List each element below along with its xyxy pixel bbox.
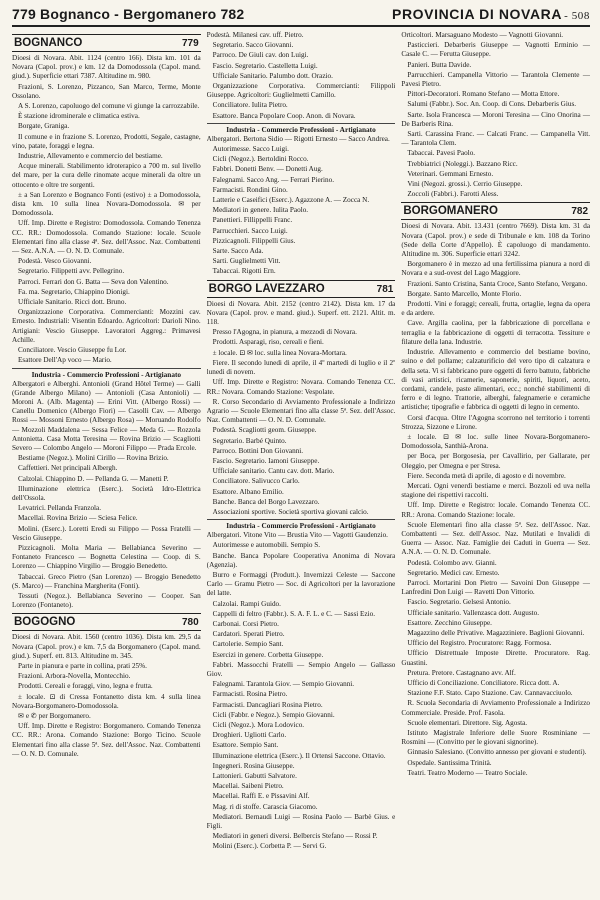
paragraph: Parroci. Mortarini Don Pietro — Savoini Don Giuseppe — Lanfredini Don Luigi — Ravetti Don Vittorio. [401, 578, 591, 597]
paragraph: Burro e Formaggi (Produtt.). Invernizzi Celeste — Saccone Carlo — Gramu Pietro — Soc. di Agricoltori per la lavorazione del latte. [206, 570, 396, 598]
paragraph: Cicli (Negoz.). Mora Lodovico. [212, 721, 305, 729]
paragraph: Caffettieri. Net principali Albergh. [18, 464, 118, 473]
paragraph: Esattore Dell'Ap voco — Mario. [18, 356, 112, 365]
paragraph: Carbonai. Corsi Pietro. [212, 619, 279, 628]
paragraph: Prodotti. Vini e foraggi; cereali, frutta, ortaglie, legna da opera e da ardere. [401, 300, 591, 318]
entry-number: 781 [376, 283, 394, 295]
paragraph: Pizzicagnoli. Molta Maria — Bellabianca Severino — Fontaneto Francesco — Bognetta Celestina — Coop. di S. Lorenzo — Chiappino Virgilio — Broggio Benedetto. [12, 543, 201, 571]
paragraph: Farmacisti. Dancagliari Rosina Pietro. [212, 700, 323, 709]
paragraph: Orticoltori. Marsaguano Modesto — Vagnotti Giovanni. [401, 31, 564, 39]
paragraph: Cicli (Fabbr. e Negoz.). Sempio Giovanni. [212, 710, 335, 719]
paragraph: Panieri. Butta Davide. [407, 60, 472, 69]
paragraph: Macellai. Saibeni Pietro. [212, 782, 284, 791]
paragraph: Parrucchieri. Campanella Vittorio — Tarantola Clemente — Pavesi Pietro. [401, 70, 591, 89]
paragraph: Mediatori in genere. Iulita Paolo. [212, 206, 309, 215]
paragraph: Banche. Banca Popolare Cooperativa Anonima di Novara (Agenzia). [206, 551, 396, 569]
paragraph: Pasticcieri. Debarberis Giuseppe — Vagnotti Erminio — Casale C. — Ferutta Giuseppe. [401, 41, 591, 59]
paragraph: Falegnami. Tarantola Giov. — Sempio Giovanni. [212, 680, 355, 689]
entry-body [207, 31, 396, 121]
paragraph: Fascio. Segretario. Gelsesi Antonio. [407, 598, 511, 607]
paragraph: Calzolai. Rampi Guido. [212, 599, 281, 608]
paragraph: Podestà. Colombo avv. Gianni. [407, 558, 497, 567]
paragraph: Levatrici. Pellanda Franzola. [18, 504, 102, 513]
entry-body [401, 222, 590, 778]
paragraph: Cardatori. Sperati Pietro. [212, 630, 285, 639]
paragraph: Fiere. Il secondo lunedi di aprile, il 4º martedi di luglio e il 2º lunedi di novem. [206, 358, 396, 377]
entry-body [12, 54, 201, 366]
paragraph: Segretario. Sacco Giovanni. [212, 41, 294, 50]
header-right [392, 6, 590, 22]
paragraph: Uff. Imp. Dirette e Registro: Domodossola. Comando Tenenza CC. RR.: Domodossola. Comando Stazione: locale. Scuole Elementari fino alla classe 4ª. Sez. dell'Assoc. Naz. Combattenti — Sez. A.N.A. — O. N. D. Comunale. [12, 219, 201, 256]
paragraph: Tabaccai. Greco Pietro (San Lorenzo) — Broggio Benedetto (S. Marco) — Franchina Margherita (Fonti). [12, 572, 201, 590]
paragraph: Esercizi in genere. Corbetta Giuseppe. [212, 650, 324, 659]
paragraph: Farmacisti. Rosina Pietro. [212, 690, 288, 699]
paragraph: Veterinari. Gemmani Ernesto. [407, 169, 494, 178]
section-body [12, 380, 201, 611]
paragraph: Dioesi di Novara. Abit. 1560 (centro 1036). Dista km. 29,5 da Novara (Capol. prov.) e km. 7,5 da Borgomanero (Capol. mand. giud.). Superf. ett. 813. Altitudine m. 345. [12, 633, 201, 660]
paragraph: Organizzazione Corporativa. Commercianti: Mozzini cav. Ernesto. Industriali: Visentin Edoardo. Agricoltori: Darioli Nino. Artigiani: Vescio Giuseppe. Lavoratori Aggreg.: Primavesi Achille. [12, 308, 201, 344]
header-right-title: PROVINCIA DI NOVARA [392, 6, 563, 22]
paragraph: Prodotti. Cereali e foraggi, vino, legna e frutta. [18, 682, 153, 691]
paragraph: Ingegneri. Rosina Giuseppe. [212, 761, 295, 770]
paragraph: Mediatori. Bernaudi Luigi — Rosina Paolo — Barbè Gius. e Figli. [206, 812, 396, 831]
paragraph: Pretura. Pretore. Castagnano avv. Alf. [407, 668, 516, 677]
paragraph: Trebbiatrici (Noleggi.). Bazzano Ricc. [407, 159, 518, 168]
paragraph: Esattore. Banca Popolare Coop. Anon. di Novara. [212, 111, 356, 120]
entry-title-bognanco [12, 34, 201, 52]
paragraph: Uff. Imp. Dirette e Registro: locale. Comando Tenenza CC. RR.: Arona. Comando Stazione: locale. [401, 501, 591, 519]
paragraph: Sarti. Carassina Franc. — Calcati Franc. — Campanella Vitt. — Tarantola Clem. [401, 130, 591, 148]
entry-number: 782 [571, 206, 589, 218]
paragraph: Industrie. Allevamento e commercio del bestiame bovino, suino e del pollame; calzaturificio del vero tipo di calzatura e della seta. Vi si fabbricano pure oggetti di ferro battuto, fabbriche di vasi artistici, ricamerie, saponerie, spiriti, liquori, aceto, cordami, candele, paste alimentari, ecc.; nonché stabilimenti di ferro e di legno. Trattorie, alberghi, falegnamerie e ceramiche artistiche; tipografie e fabbrica di oggetti di legno in cemento. [401, 348, 591, 412]
paragraph: Macellai. Raffi E. e Pissavini Alf. [212, 792, 310, 801]
paragraph: Ginnasio Salesiano. (Convitto annesso per giovani e studenti). [407, 748, 587, 757]
paragraph: Albergatori. Bertona Sidio — Rigotti Ernesto — Sacco Andrea. [206, 134, 390, 143]
paragraph: Prodotti. Asparagi, riso, cereali e fieni. [212, 338, 324, 347]
paragraph: Parroco. De Giuli cav. don Luigi. [212, 51, 309, 60]
paragraph: Albergatori. Vitone Vito — Brustia Vito — Vagotti Gaudenzio. [206, 531, 388, 540]
paragraph: ± locale. ⊡ di Cressa Fontanetto dista km. 4 sulla linea Novara-Borgomanero-Domodossola. [12, 692, 201, 710]
columns [12, 31, 590, 871]
paragraph: Il comune e in frazione S. Lorenzo, Prodotti, Segale, castagne, vino, patate, foraggi e legna. [12, 132, 201, 150]
paragraph: Segretario. Medici cav. Ernesto. [407, 568, 500, 577]
paragraph: Podestà. Milanesi cav. uff. Pietro. [206, 31, 304, 39]
paragraph: Ufficio Distrettuale Imposte Dirette. Procuratore. Rag. Guastini. [401, 649, 591, 667]
entry-number: 779 [181, 38, 199, 49]
paragraph: Frazioni. Santo Cristina, Santa Croce, Santo Stefano, Vergano. [407, 279, 588, 288]
paragraph: Sarti. Guglielmetti Vitt. [212, 257, 281, 266]
paragraph: Fiere. Seconda metà di aprile, di agosto e di novembre. [407, 471, 566, 480]
paragraph: Tabaccai. Pavesi Paolo. [407, 149, 476, 158]
paragraph: Dioesi di Novara. Abit. 13.431 (centro 7669). Dista km. 31 da Novara (Capol. prov.) e sede di Tribunale e km. 108 da Torino (Sede della Corte d'Appello). È capoluogo di mandamento. Altitudine m. 306. Superficie ettari 3242. [401, 222, 591, 259]
paragraph: Conciliatore. Iulita Pietro. [212, 101, 288, 110]
paragraph: Scuole Elementari fino alla classe 5ª. Sez. dell'Assoc. Naz. Combattenti — Sez. dell'Assoc. Naz. Mutilati e Invalidi di Guerra — Assoc. Naz. Famiglie dei Caduti in Guerra — Sez. A.N.A. — O. N. D. Comunale. [401, 520, 591, 557]
paragraph: Fa. ma. Segretario, Chiappino Dionigi. [18, 287, 130, 296]
paragraph: Parrucchieri. Sacco Luigi. [212, 226, 288, 235]
paragraph: Uff. Imp. Dirette e Registro: Borgomanero. Comando Tenenza CC. RR.: Arona. Comando Stazione: Borgo Ticino. Scuole Elementari fino alla classe 5ª. Sez. dell'Assoc. Naz. Combattenti — O. N. D. Comunale. [12, 722, 201, 758]
paragraph: Salumi (Fabbr.). Soc. An. Coop. di Cons. Debarberis Gius. [407, 100, 577, 109]
paragraph: Sarte. Sacco Ada. [212, 247, 264, 256]
paragraph: È stazione idrominerale e climatica estiva. [18, 112, 140, 121]
paragraph: Cave. Argilla caolina, per la fabbricazione di porcellana e terraglia e la fabbricazione di oggetti di terracotta. Tessiture e filature della lana. Industrie. [401, 319, 591, 346]
paragraph: Podestà. Scagliotti geom. Giuseppe. [212, 426, 317, 435]
paragraph: Droghieri. Ugliotti Carlo. [212, 731, 287, 740]
entry-number: 780 [181, 617, 199, 629]
paragraph: Farmacisti. Rondini Gino. [212, 185, 288, 194]
paragraph: ± locale. ⊡ ✉ loc. sulla linea Novara-Mortara. [212, 348, 347, 357]
entry-body [207, 300, 396, 517]
paragraph: Falegnami. Sacco Ang. — Ferrari Pierino. [212, 175, 335, 184]
paragraph: Tabaccai. Rigotti Ern. [212, 267, 276, 276]
paragraph: Macellai. Rovina Brizio — Sciesa Felice. [18, 514, 138, 523]
paragraph: R. Corso Secondario di Avviamento Professionale a Indirizzo Agrario — Scuole Elementari fino alla classe 5ª. Sez. dell'Assoc. Naz. Combattenti — O. N. D. Comunale. [206, 397, 396, 425]
paragraph: Parroco. Bottini Don Giovanni. [212, 446, 304, 455]
paragraph: Esattore. Albano Emilio. [212, 487, 284, 496]
entry-title-borgomanero [401, 202, 590, 220]
paragraph: Vini (Negozi. grossi.). Cerrio Giuseppe. [407, 180, 523, 189]
paragraph: Esattore. Zecchino Giuseppe. [407, 618, 492, 627]
paragraph: Acque minerali. Stabilimento idroterapico a 700 m. sul livello del mare, per la cura delle rinomate acque minerali da oltre un ottocento e oltre tre sorgenti. [12, 162, 201, 189]
paragraph: Parte in pianura e parte in collina, prati 25%. [18, 661, 147, 670]
page-number: - 508 [564, 10, 590, 22]
paragraph: Mediatori in generi diversi. Belbercis Stefano — Rossi P. [212, 832, 378, 841]
paragraph: A S. Lorenzo, capoluogo del comune vi giunge la carrozzabile. [18, 102, 200, 111]
entry-name: BORGOMANERO [403, 205, 498, 218]
paragraph: Fabbri. Massocchi Fratelli — Sempio Angelo — Gallasso Giov. [206, 660, 396, 678]
paragraph: Conciliatore. Vescio Giuseppe fu Lor. [18, 346, 127, 355]
paragraph: Cartolerie. Sempio Sant. [212, 640, 284, 649]
paragraph: Fabbri. Donetti Benv. — Donetti Aug. [212, 165, 323, 174]
paragraph: Uff. Imp. Dirette e Registro: Novara. Comando Tenenza CC. RR.: Novara. Comando Stazione: Vespolate. [206, 378, 396, 396]
paragraph: Scuole elementari. Direttore. Sig. Agosta. [407, 718, 528, 727]
entry-body [12, 633, 201, 759]
paragraph: Autorimesse e automobili. Sempio S. [212, 541, 321, 550]
paragraph: Cicli (Negoz.). Bertoldini Rocco. [212, 155, 309, 164]
paragraph: Molini. (Eserc.). Loretti Eredi su Filippo — Possa Fratelli — Vescio Giuseppe. [12, 524, 201, 542]
paragraph: Autorimesse. Sacco Luigi. [212, 145, 289, 154]
entry-name: BOGOGNO [14, 616, 76, 629]
paragraph: Pizzicagnoli. Filippelli Gius. [212, 236, 296, 245]
paragraph: Banche. Banca del Borgo Lavezzaro. [212, 497, 320, 506]
entry-body [401, 31, 590, 199]
paragraph: Corsi d'acqua. Oltre l'Agogna scorrono nel territorio i torrenti Strozza, Sizzone e Lirone. [401, 413, 591, 431]
paragraph: ± locale. ⊡ ✉ loc. sulle linee Novara-Borgomanero-Domodossola, Santhià-Arona. [401, 432, 591, 451]
paragraph: Mag. ri di stoffe. Carascia Giacomo. [212, 802, 318, 811]
paragraph: Istituto Magistrale Inferiore delle Suore Rosminiane — Rosmini — (Convitto per le giovani signorine). [401, 729, 591, 747]
section-body [207, 135, 396, 277]
paragraph: Illuminazione elettrica (Eserc.). Società Idro-Elettrica dell'Ossola. [12, 484, 201, 502]
header-left-title: 779 Bognanco - Bergomanero 782 [12, 6, 245, 22]
paragraph: Presso l'Agogna, in pianura, a mezzodi di Novara. [212, 328, 357, 337]
section-body [207, 531, 396, 852]
paragraph: Panettieri. Fillippelli Franc. [212, 216, 293, 225]
paragraph: Fascio. Segretario. Iamoni Giuseppe. [212, 456, 320, 465]
paragraph: Molini (Eserc.). Corbetta P. — Servi G. [212, 842, 327, 851]
paragraph: Frazioni, S. Lorenzo, Pizzanco, San Marco, Terme, Monte Ossolano. [12, 82, 201, 100]
paragraph: Organizzazione Corporativa. Commercianti: Filippoli Giuseppe. Agricoltori: Guglielmetti Camillo. [206, 82, 396, 100]
entry-title-bogogno [12, 613, 201, 631]
column-2 [207, 31, 396, 871]
paragraph: Bestiame (Negoz.). Molini Cirillo — Rovina Brizio. [18, 454, 169, 463]
paragraph: Tessuti (Negoz.). Bellabianca Severino — Cooper. San Lorenzo (Fontaneto). [12, 591, 201, 610]
page-header [12, 6, 590, 27]
paragraph: Borgate, Graniga. [18, 122, 70, 131]
paragraph: Associazioni sportive. Società sportiva giovani calcio. [212, 507, 369, 516]
paragraph: Ufficio di Conciliazione. Conciliatore. Ricca dott. A. [407, 679, 560, 687]
entry-name: BORGO LAVEZZARO [208, 282, 325, 295]
paragraph: Ufficio del Registro. Procuratore: Ragg. Formosa. [407, 639, 552, 648]
paragraph: Segretario. Barbé Quinto. [212, 436, 287, 445]
column-3 [401, 31, 590, 871]
paragraph: Teatri. Teatro Moderno — Teatro Sociale. [407, 768, 528, 777]
paragraph: Dioesi di Novara. Abit. 2152 (centro 2142). Dista km. 17 da Novara (Capol. prov. e mand. giud.). Superf. ett. 2121. Altit. m. 118. [206, 299, 396, 327]
paragraph: Parroci. Ferrari don G. Batta — Seva don Valentino. [18, 277, 169, 286]
paragraph: Ufficiale Sanitario. Palumbo dott. Orazio. [212, 71, 333, 80]
section-heading: Industria - Commercio Professioni - Artigianato [12, 368, 201, 379]
paragraph: Borgate. Santo Marcello, Monte Florio. [407, 289, 522, 298]
column-1 [12, 31, 201, 871]
paragraph: Ufficiale Sanitario. Ricci dott. Bruno. [18, 298, 127, 307]
section-heading: Industria - Commercio Professioni - Artigianato [207, 519, 396, 530]
paragraph: Magazzino delle Privative. Magazziniere. Baglioni Giovanni. [407, 628, 585, 637]
section-heading: Industria - Commercio Professioni - Artigianato [207, 123, 396, 134]
entry-title-borgo-lavezzaro [207, 280, 396, 298]
paragraph: Podestà. Vesco Giovanni. [18, 257, 92, 266]
paragraph: Zoccoli (Fabbri.). Farotti Aless. [407, 190, 499, 199]
paragraph: Pittori-Decoratori. Romano Stefano — Motta Ettore. [407, 90, 560, 99]
paragraph: Lattonieri. Gabutti Salvatore. [212, 772, 297, 781]
paragraph: ✉ e ✆ per Borgomanero. [18, 712, 91, 720]
paragraph: Albergatori e Alberghi. Antonioli (Grand Hôtel Terme) — Galli (Grande Albergo Milano) — Antonioli (Casa Antonioli) — Moroni A. (Alb. Magenta) — Erini Vitt. (Albergo Rossi) — Canellu Domenico (Albergo Fiori) — Casolli Cav. — Albergo Rossi — Mossoni Ernesto (Albergo Rosa) — Moruando Rodolfo — Mozzoli Maddalena — Sessa Felice — Meda G. — Rozzola Antonietta. Casa Motta Teresina — Rovina Brizio — Scagliotti Severo — Colombo Angelo — Moroni Filippo — Prada Ercole. [12, 379, 201, 452]
paragraph: Esattore. Sempio Sant. [212, 741, 279, 750]
paragraph: Ospedale. Santissima Trinità. [407, 758, 492, 767]
paragraph: Ufficiale sanitario. Vallenzasca dott. Augusto. [407, 608, 540, 617]
paragraph: Stazione F.F. Stato. Capo Stazione. Cav. Cannavacciuolo. [407, 689, 573, 698]
paragraph: R. Scuola Secondaria di Avviamento Professionale a Indirizzo Commerciale. Preside. Prof. Fasola. [401, 699, 591, 717]
paragraph: Segretario. Filippetti avv. Pellegrino. [18, 267, 125, 276]
paragraph: Sarte. Isola Francesca — Moroni Teresina — Cino Onorina — De Barberis Rina. [401, 110, 591, 128]
paragraph: Dioesi di Novara. Abit. 1124 (centro 166). Dista km. 101 da Novara (Capol. prov.) e km. 12 da Domodossola (Capol. mand. giud.). Superficie ettari 7387. Altitudine m. 980. [12, 54, 201, 81]
paragraph: Borgomanero è in mezzo ad una fertilissima pianura a nord di Novara e a sud-ovest del Lago Maggiore. [401, 260, 591, 278]
paragraph: Conciliatore. Salivucco Carlo. [212, 477, 300, 486]
entry-name: BOGNANCO [14, 37, 83, 49]
paragraph: Mercati. Ogni venerdì bestiame e merci. Bozzoli ed uva nella stagione dei rispettivi raccolti. [401, 481, 591, 500]
paragraph: Latterie e Caseifici (Eserc.). Agazzone A. — Zocca N. [212, 196, 370, 205]
paragraph: Industrie, Allevamento e commercio del bestiame. [18, 152, 163, 161]
paragraph: per Boca, per Borgosesia, per Cavallirio, per Gallarate, per Oleggio, per Omegna e per Stresa. [401, 452, 591, 470]
paragraph: Cappelli di feltro (Fabbr.). S. A. F. L. e C. — Sassi Ezio. [212, 609, 375, 618]
paragraph: ± a San Lorenzo e Bognanco Fonti (estivo) ± a Domodossola, dista km. 10 sulla linea Novara-Domodossola. ✉ per Domodossola. [12, 190, 201, 218]
paragraph: Frazioni. Arbora-Novella, Montecchio. [18, 672, 131, 681]
paragraph: Illuminazione elettrica (Eserc.). Il Ortensi Saccone. Ottavio. [212, 751, 386, 760]
paragraph: Calzolai. Chiappino D. — Pellanda G. — Manetti P. [18, 474, 169, 483]
paragraph: Ufficiale sanitario. Cantu cav. dott. Mario. [212, 467, 335, 476]
paragraph: Fascio. Segretario. Castelletta Luigi. [212, 61, 318, 70]
